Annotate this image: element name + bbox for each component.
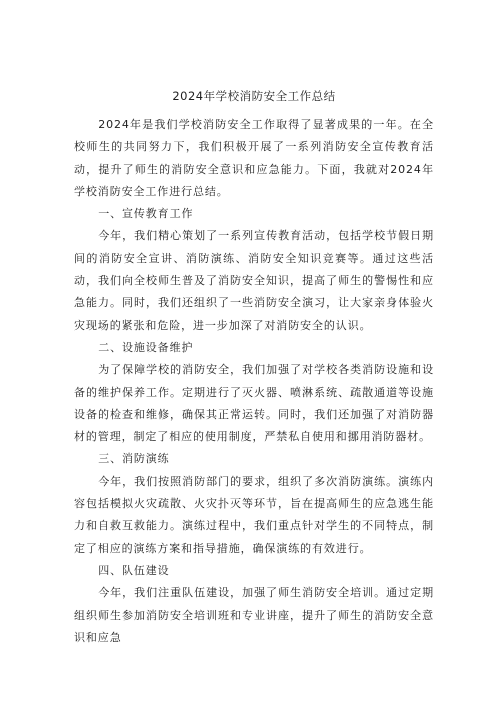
section-heading-drills: 三、消防演练 — [98, 452, 170, 466]
section-body-publicity: 今年，我们精心策划了一系列宣传教育活动，包括学校节假日期间的消防安全宣讲、消防演练、消防安全知识竞赛等。通过这些活动，我们向全校师生普及了消防安全知识，提高了师生的警惕性和应急能力。同时，我们还组织了一些消防安全演习，让大家亲身体验火灾现场的紧张和危险，进一步加深了对消防安全的认识。 — [74, 229, 434, 332]
section-body-drills: 今年，我们按照消防部门的要求，组织了多次消防演练。演练内容包括模拟火灾疏散、火灾扑灭等环节，旨在提高师生的应急逃生能力和自救互救能力。演练过程中，我们重点针对学生的不同特点，制定了相应的演练方案和指导措施，确保演练的有效进行。 — [74, 474, 434, 555]
section-heading-maintenance: 二、设施设备维护 — [98, 340, 194, 354]
section-heading-publicity: 一、宣传教育工作 — [98, 207, 194, 221]
section-heading-team: 四、队伍建设 — [98, 563, 170, 577]
intro-paragraph: 2024年是我们学校消防安全工作取得了显著成果的一年。在全校师生的共同努力下，我们积极开展了一系列消防安全宣传教育活动，提升了师生的消防安全意识和应急能力。下面，我就对2024年学校消防安全工作进行总结。 — [74, 118, 434, 198]
document-title: 2024年学校消防安全工作总结 — [172, 89, 336, 103]
document-content — [74, 88, 434, 649]
section-body-maintenance: 为了保障学校的消防安全，我们加强了对学校各类消防设施和设备的维护保养工作。定期进行了灭火器、喷淋系统、疏散通道等设施设备的检查和维修，确保其正常运转。同时，我们还加强了对消防器材的管理，制定了相应的使用制度，严禁私自使用和挪用消防器材。 — [74, 363, 434, 444]
section-body-team: 今年，我们注重队伍建设，加强了师生消防安全培训。通过定期组织师生参加消防安全培训班和专业讲座，提升了师生的消防安全意识和应急 — [74, 586, 434, 644]
